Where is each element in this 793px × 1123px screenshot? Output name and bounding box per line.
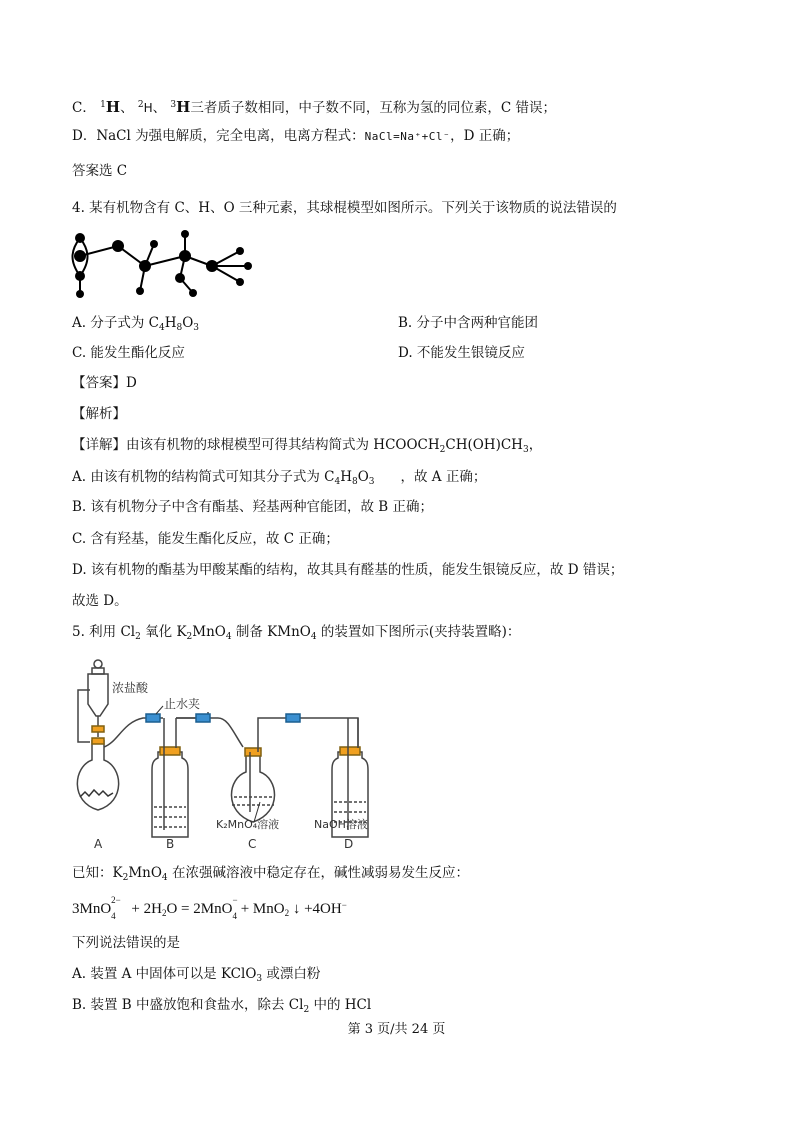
ball-and-stick-model: [70, 226, 260, 306]
q5-option-a: A. 装置 A 中固体可以是 KClO$_3$ 或漂白粉: [72, 966, 321, 984]
q4-conclusion: 故选 D。: [72, 593, 128, 609]
q5-stem: 5. 利用 $Cl_2$ 氧化 $K_2MnO_4$ 制备 KMnO$_4$ 的装置如下图所示(夹持装置略)：: [72, 624, 521, 642]
atom-o2: [75, 271, 85, 281]
label-hcl: 浓盐酸: [112, 681, 149, 695]
q4-analysis-d: D. 该有机物的酯基为甲酸某酯的结构，故其具有醛基的性质，能发生银镜反应，故 D 错误；: [72, 562, 624, 578]
label-a: A: [94, 837, 103, 851]
atom-h8: [236, 278, 244, 286]
atom-h3: [136, 287, 144, 295]
q4-detail: 【详解】由该有机物的球棍模型可得其结构简式为 $HCOOCH_2CH(OH)CH_3$，: [72, 437, 543, 455]
page-footer: 第 3 页/共 24 页: [347, 1022, 446, 1037]
q5-ask: 下列说法错误的是: [72, 935, 180, 951]
label-naoh: NaOH溶液: [314, 818, 368, 831]
label-k2mno4: K₂MnO₄溶液: [216, 818, 280, 831]
q4-stem: 4. 某有机物含有 C、H、O 三种元素，其球棍模型如图所示。下列关于该物质的说法错误的: [72, 200, 617, 216]
q5-known: 已知：$K_2MnO_4$ 在浓强碱溶液中稳定存在，碱性减弱易发生反应：: [72, 865, 469, 883]
label-clamp: 止水夹: [164, 697, 201, 711]
q4-analysis-a: A. 由该有机物的结构简式可知其分子式为 $C_4H_8O_3$ ，故 A 正确；: [72, 469, 487, 487]
q3-answer: 答案选 C: [72, 163, 128, 179]
q4-answer: 【答案】D: [72, 375, 137, 391]
q4-analysis-b: B. 该有机物分子中含有酯基、羟基两种官能团，故 B 正确；: [72, 499, 434, 515]
q4-option-c: C. 能发生酯化反应: [72, 345, 185, 361]
atom-h4: [181, 230, 189, 238]
atom-h6: [236, 247, 244, 255]
q3-option-c: C． $^1$H、 $^2$H、 $^3$H三者质子数相同，中子数不同，互称为氢的同位素，C 错误；: [72, 98, 556, 116]
atom-h2: [150, 240, 158, 248]
atom-h5: [189, 289, 197, 297]
q5-equation: 3MnO 2− $_4 + 2H_2O = 2MnO$ − $_4$ + MnO$_2$ ↓ +4OH−: [72, 895, 347, 921]
q3-option-d: D．NaCl 为强电解质，完全电离，电离方程式：NaCl=Na⁺+Cl⁻，D 正确；: [72, 128, 520, 144]
atom-c4: [206, 260, 218, 272]
q4-analysis-heading: 【解析】: [72, 406, 126, 422]
q4-option-d: D. 不能发生银镜反应: [398, 345, 525, 361]
apparatus-diagram: [68, 652, 388, 852]
label-d: D: [344, 837, 354, 851]
atom-o1: [75, 233, 85, 243]
q5-option-b: B. 装置 B 中盛放饱和食盐水，除去 $Cl_2$ 中的 HCl: [72, 997, 372, 1015]
atom-h7: [244, 262, 252, 270]
atom-o4: [175, 273, 185, 283]
q4-option-b: B. 分子中含两种官能团: [398, 315, 539, 331]
atom-c1: [74, 250, 86, 262]
atom-c2: [139, 260, 151, 272]
label-b: B: [166, 837, 175, 851]
atom-o3: [112, 240, 124, 252]
q4-analysis-c: C. 含有羟基，能发生酯化反应，故 C 正确；: [72, 531, 339, 547]
atom-h1: [76, 290, 84, 298]
q4-option-a: A. 分子式为 $C_4H_8O_3$: [72, 315, 200, 333]
label-c: C: [248, 837, 257, 851]
atom-c3: [179, 250, 191, 262]
